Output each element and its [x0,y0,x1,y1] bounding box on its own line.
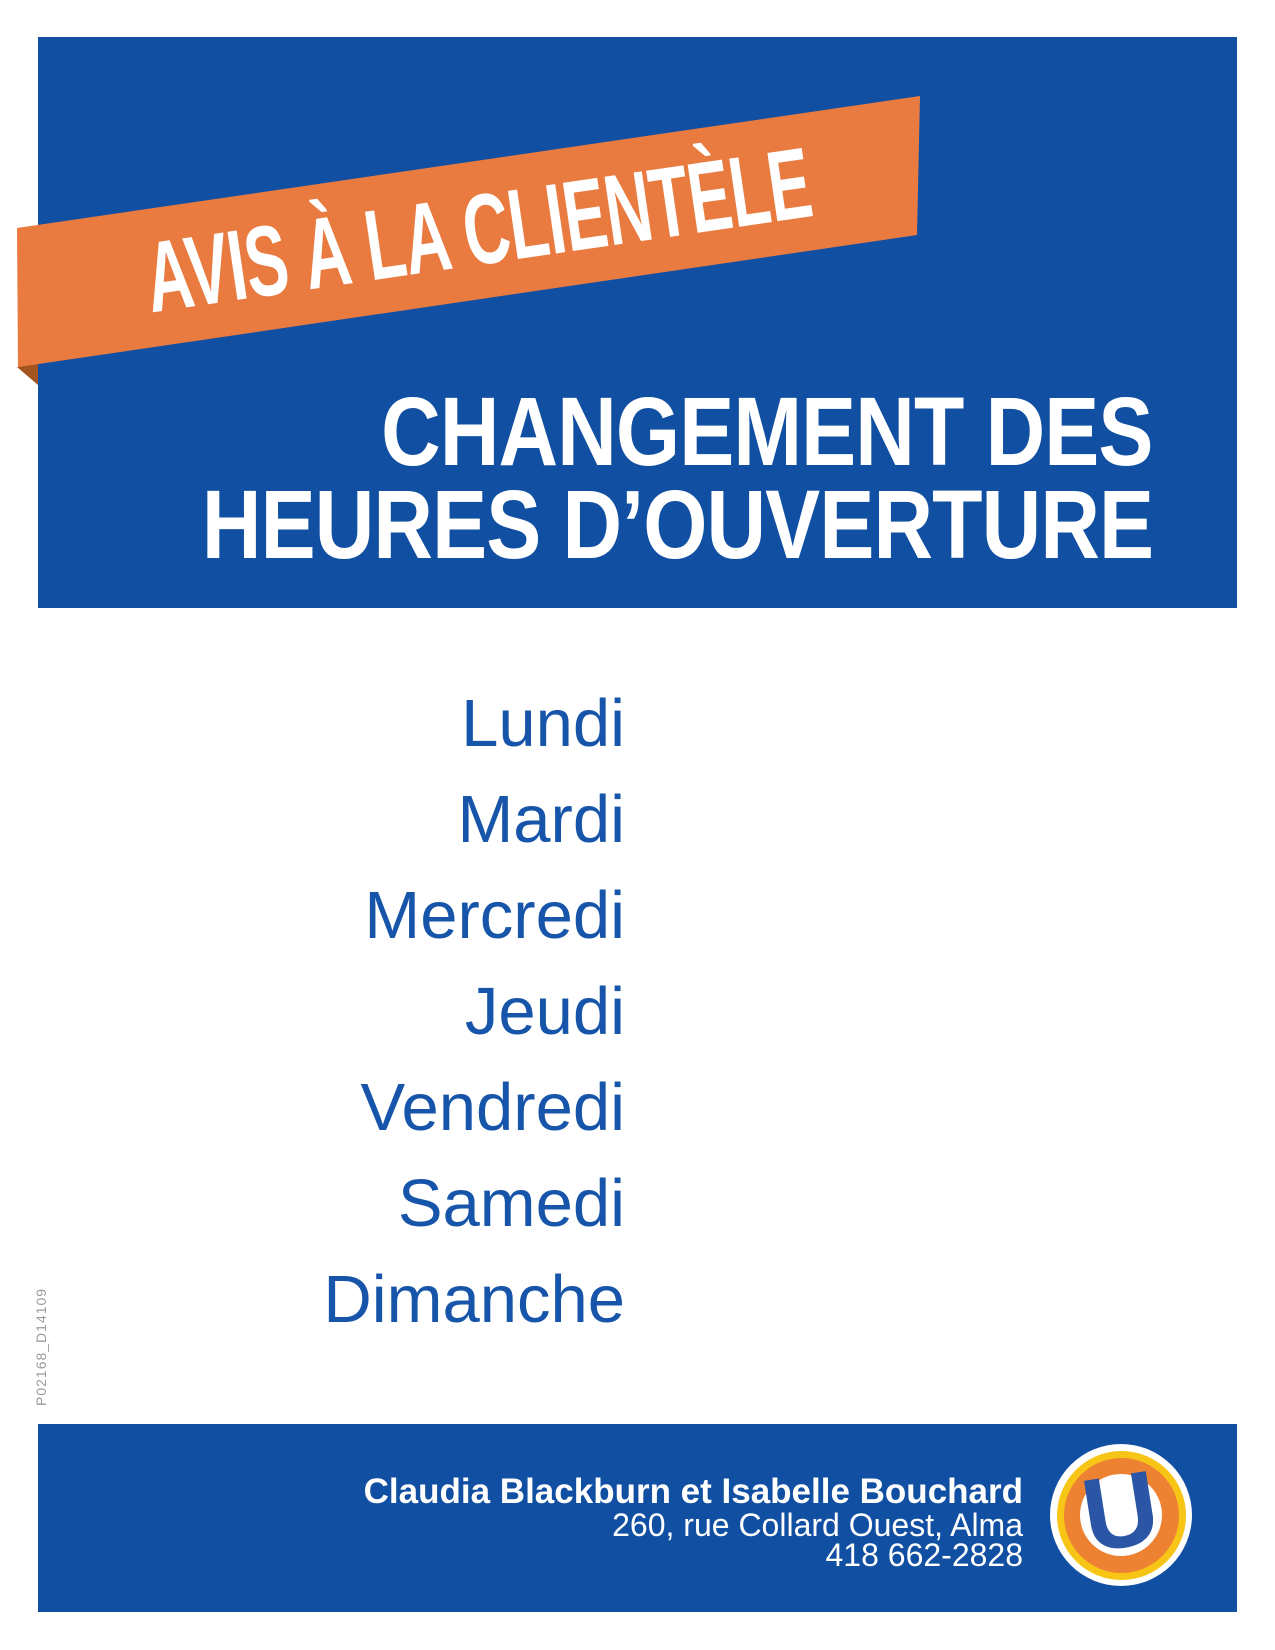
day-item-mardi: Mardi [457,782,625,857]
owner-names: Claudia Blackburn et Isabelle Bouchard [363,1472,1023,1511]
ribbon-label: AVIS À LA CLIENTÈLE [138,126,819,335]
day-item-jeudi: Jeudi [464,974,625,1049]
logo-orange-ring [1064,1448,1179,1576]
logo-white-center [1074,1448,1168,1576]
title-line-2: HEURES D’OUVERTURE [201,470,1153,579]
day-item-dimanche: Dimanche [323,1262,625,1337]
store-phone: 418 662-2828 [825,1537,1023,1573]
day-item-lundi: Lundi [461,686,625,761]
day-item-samedi: Samedi [397,1166,625,1241]
days-list [0,676,625,1348]
uniprix-logo [1050,1444,1192,1586]
footer-contact-block [363,1472,1023,1573]
logo-yellow-ring [1057,1448,1186,1580]
day-item-vendredi: Vendredi [360,1070,625,1145]
logo-u-letter: U [1074,1448,1168,1576]
store-address: 260, rue Collard Ouest, Alma [612,1507,1023,1543]
page-title [34,377,1153,579]
day-item-mercredi: Mercredi [364,878,625,953]
title-line-1: CHANGEMENT DES [381,377,1153,486]
print-code: P02168_D14109 [33,1287,49,1406]
